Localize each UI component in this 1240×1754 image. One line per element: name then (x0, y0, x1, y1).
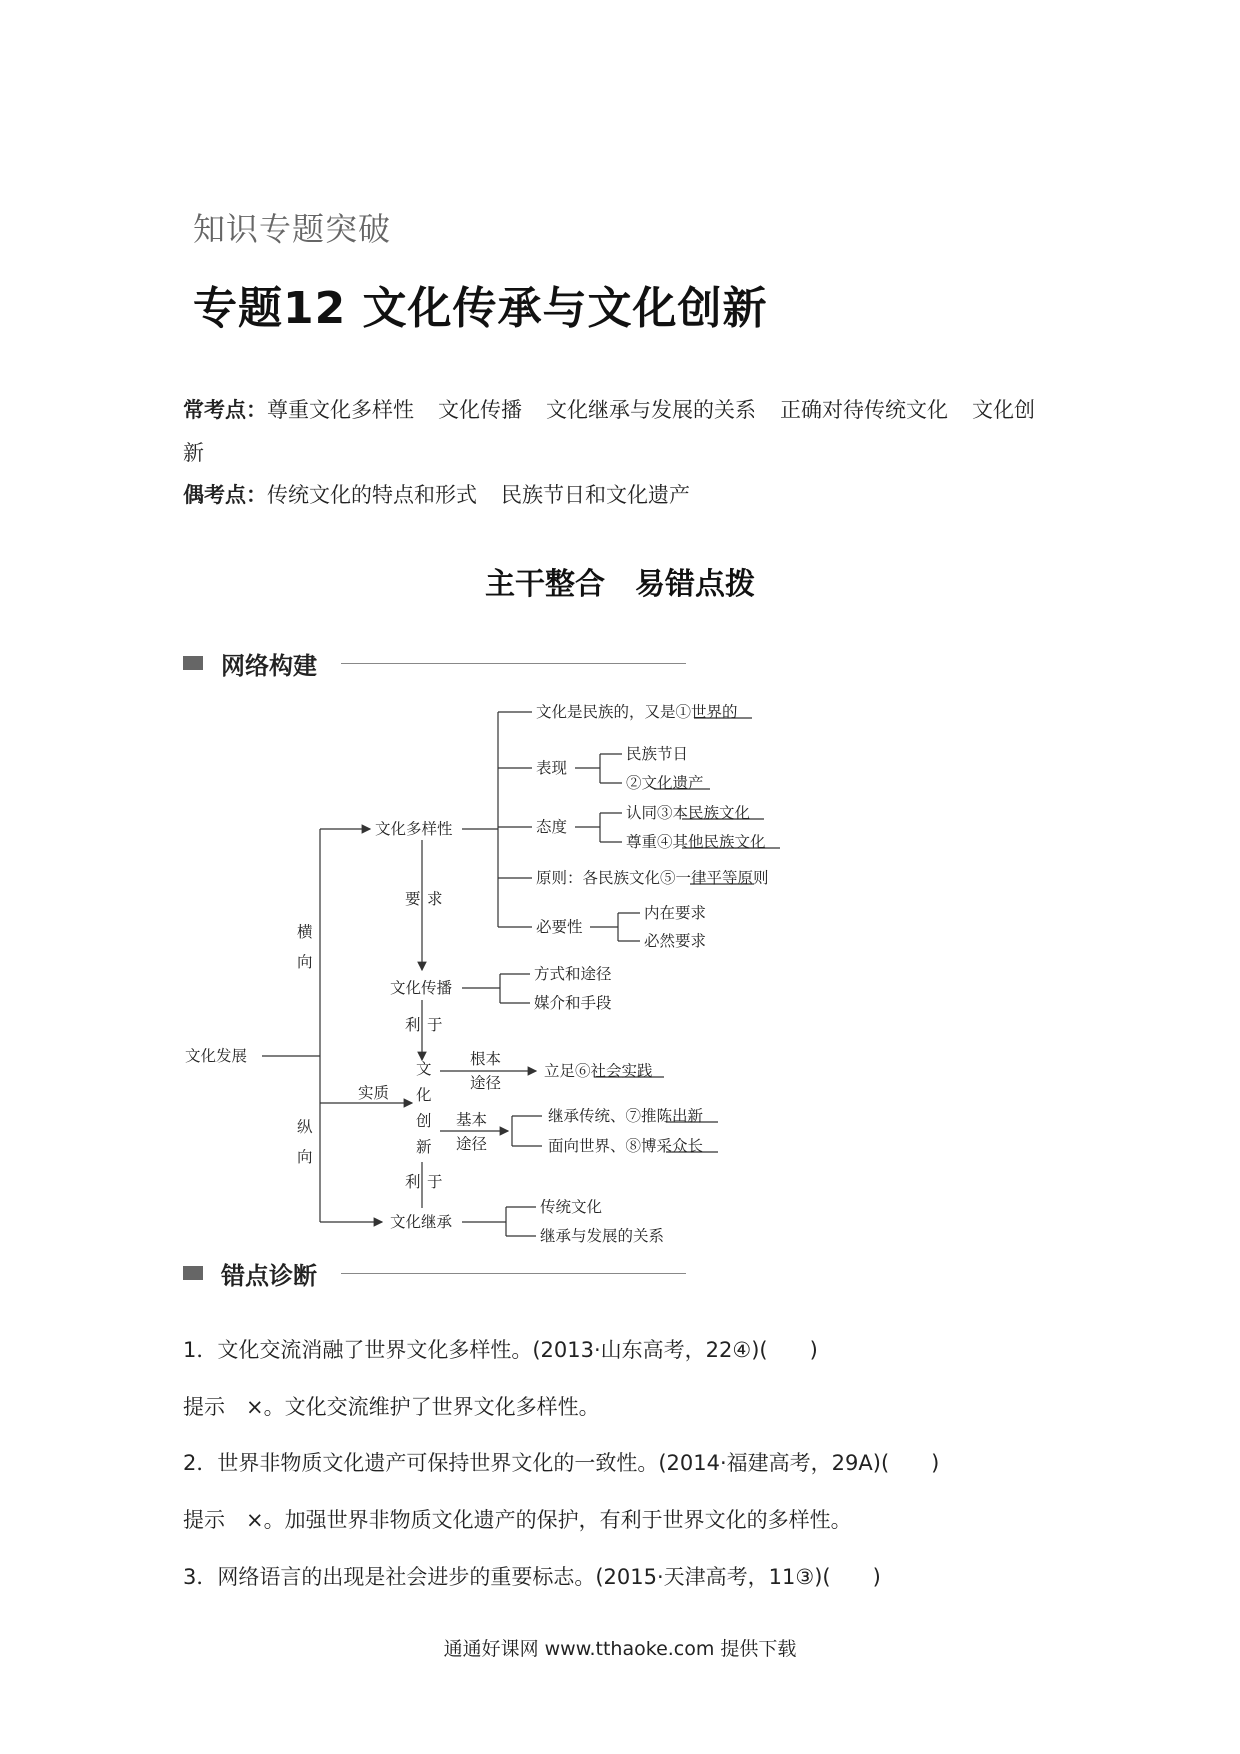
kp-item: 传统文化的特点和形式 (267, 483, 477, 507)
basic-path-item: 面向世界、⑧博采众长 (548, 1137, 704, 1155)
kp-item: 文化创 (972, 398, 1035, 422)
inherit-relation: 继承与发展的关系 (540, 1227, 665, 1245)
attitude-respect: 尊重④其他民族文化 (626, 833, 766, 851)
label-horizontal: 向 (297, 953, 313, 971)
node-spread: 文化传播 (390, 979, 453, 997)
label-benefit: 利 (405, 1173, 421, 1191)
hint-item: 提示 ×。文化交流维护了世界文化多样性。 (183, 1395, 600, 1419)
attitude-identify: 认同③本民族文化 (626, 804, 751, 822)
square-bullet-icon (183, 1266, 203, 1280)
heading-rule (341, 1273, 686, 1274)
series-title: 知识专题突破 (193, 210, 392, 248)
root-path-label: 根本 (470, 1050, 502, 1068)
node-innovation-char: 新 (416, 1138, 432, 1156)
express-heritage: ②文化遗产 (626, 774, 704, 792)
hint-item: 提示 ×。加强世界非物质文化遗产的保护，有利于世界文化的多样性。 (183, 1508, 852, 1532)
label-require: 要 (405, 890, 421, 908)
question-item: 3．网络语言的出现是社会进步的重要标志。(2015·天津高考，11③)( ) (183, 1565, 881, 1589)
diversity-attitude: 态度 (536, 818, 568, 836)
label-horizontal: 横 (297, 923, 313, 941)
error-heading (183, 1258, 686, 1288)
node-innovation-char: 文 (416, 1060, 432, 1078)
diversity-express: 表现 (536, 759, 568, 777)
kp-item: 尊重文化多样性 (267, 398, 414, 422)
necessity-inner: 内在要求 (644, 904, 707, 922)
basic-path-label: 途径 (456, 1135, 488, 1153)
kp-item: 民族节日和文化遗产 (501, 483, 690, 507)
kp-item: 正确对待传统文化 (780, 398, 948, 422)
spread-ways: 方式和途径 (534, 965, 612, 983)
mindmap-root: 文化发展 (185, 1047, 248, 1065)
kp-item: 文化继承与发展的关系 (546, 398, 756, 422)
root-path-label: 途径 (470, 1074, 502, 1092)
spread-media: 媒介和手段 (534, 994, 612, 1012)
frequent-label: 常考点： (183, 398, 267, 422)
footer-text: 通通好课网 www.tthaoke.com 提供下载 (443, 1638, 797, 1660)
label-benefit: 利 (405, 1016, 421, 1034)
node-innovation-char: 化 (416, 1086, 432, 1104)
occasional-label: 偶考点： (183, 483, 267, 507)
label-require: 求 (427, 890, 443, 908)
frequent-wrap: 新 (183, 441, 204, 465)
diversity-principle: 原则：各民族文化⑤一律平等原则 (536, 869, 769, 887)
label-vertical: 纵 (297, 1118, 313, 1136)
kp-item: 文化传播 (438, 398, 522, 422)
section-heading: 主干整合 易错点拨 (485, 567, 755, 602)
page-title: 专题12 文化传承与文化创新 (193, 283, 768, 334)
question-item: 2．世界非物质文化遗产可保持世界文化的一致性。(2014·福建高考，29A)( ) (183, 1451, 940, 1475)
network-heading-text: 网络构建 (221, 651, 317, 680)
diversity-national: 文化是民族的，又是①世界的 (536, 703, 738, 721)
root-path-target: 立足⑥社会实践 (544, 1062, 653, 1080)
basic-path-item: 继承传统、⑦推陈出新 (548, 1107, 704, 1125)
basic-path-label: 基本 (456, 1111, 488, 1129)
necessity-inevitable: 必然要求 (644, 932, 707, 950)
question-item: 1．文化交流消融了世界文化多样性。(2013·山东高考，22④)( ) (183, 1338, 818, 1362)
express-festival: 民族节日 (626, 745, 689, 763)
node-innovation-char: 创 (416, 1112, 432, 1130)
label-vertical: 向 (297, 1148, 313, 1166)
node-inheritance: 文化继承 (390, 1213, 453, 1231)
diversity-necessity: 必要性 (536, 918, 583, 936)
label-benefit: 于 (427, 1173, 443, 1191)
label-essence: 实质 (358, 1084, 390, 1102)
error-heading-text: 错点诊断 (221, 1261, 317, 1290)
inherit-tradition: 传统文化 (540, 1198, 603, 1216)
node-diversity: 文化多样性 (375, 820, 453, 838)
label-benefit: 于 (427, 1016, 443, 1034)
